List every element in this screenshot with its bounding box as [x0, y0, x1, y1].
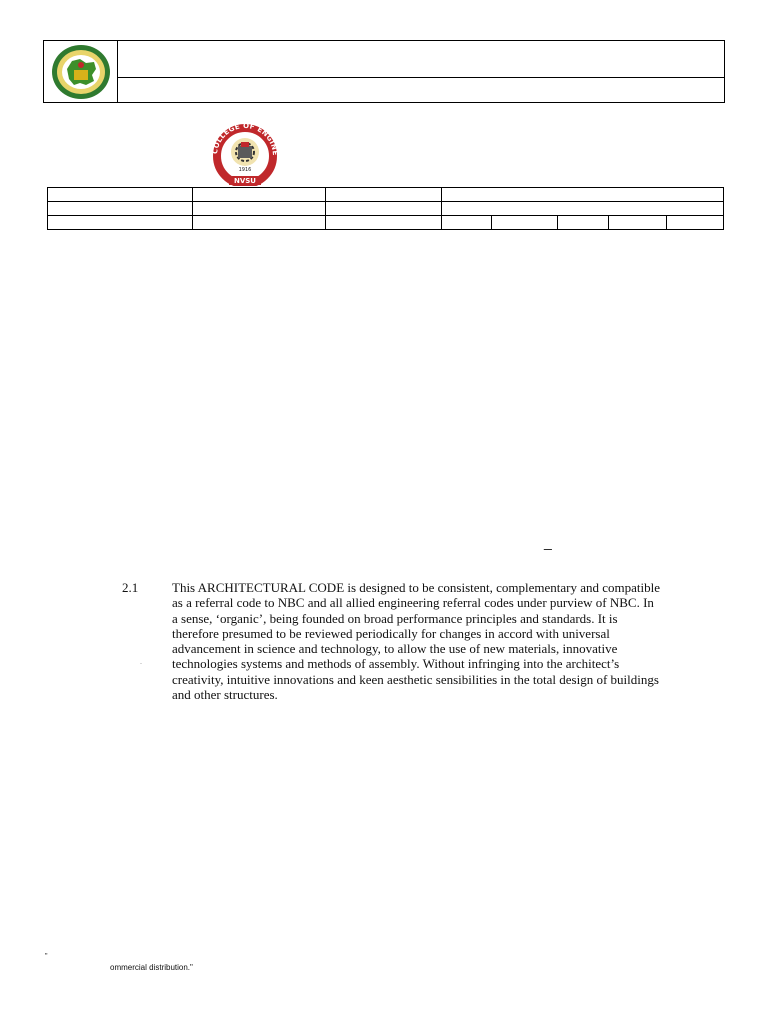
scan-mark: - — [140, 661, 142, 667]
info-table-cell — [442, 216, 492, 230]
info-table-cell — [609, 216, 667, 230]
info-table-cell — [48, 188, 193, 202]
college-logo-year: 1916 — [238, 167, 252, 173]
footer-text: ommercial distribution." — [110, 963, 193, 972]
clause-line: a sense, ‘organic’, being founded on broad performance principles and standards. It is — [172, 610, 618, 626]
info-table-cell — [193, 202, 326, 216]
info-table-cell — [326, 202, 442, 216]
info-table-row — [48, 188, 724, 202]
clause-line: therefore presumed to be reviewed periodically for changes in accord with universal — [172, 625, 610, 641]
college-logo-abbr: NVSU — [233, 177, 257, 185]
document-header — [43, 40, 725, 103]
header-title-row — [118, 41, 724, 78]
college-logo-ring-text: COLLEGE OF ENGINE — [210, 122, 280, 156]
info-table-row — [48, 202, 724, 216]
clause-line: This ARCHITECTURAL CODE is designed to be consistent, complementary and compatible — [172, 580, 661, 595]
info-table-cell — [193, 216, 326, 230]
info-table-row — [48, 216, 724, 230]
info-table — [47, 187, 724, 230]
clause-paragraph — [172, 580, 690, 702]
clause-line: as a referral code to NBC and all allied engineering referral codes under purview of NBC. In — [172, 595, 654, 611]
info-table-cell — [558, 216, 609, 230]
info-table-cell — [442, 202, 724, 216]
header-logo-cell — [44, 41, 118, 102]
info-table-cell — [442, 188, 724, 202]
info-table-cell — [48, 202, 193, 216]
info-table-cell — [48, 216, 193, 230]
college-logo — [205, 122, 285, 186]
clause-line: advancement in science and technology, to allow the use of new materials, innovative — [172, 641, 618, 657]
clause-line: technologies systems and methods of assembly. Without infringing into the architect’s — [172, 656, 620, 672]
college-of-engineering-logo-icon — [205, 122, 285, 186]
info-table-cell — [667, 216, 724, 230]
info-table-cell — [326, 188, 442, 202]
info-table-cell — [193, 188, 326, 202]
clause-line: creativity, intuitive innovations and keen aesthetic sensibilities in the total design of buildings — [172, 671, 659, 687]
header-subtitle-row — [118, 78, 724, 102]
clause-line: and other structures. — [172, 687, 278, 703]
footer-quote-mark: " — [45, 953, 48, 960]
info-table-cell — [326, 216, 442, 230]
info-table-cell — [492, 216, 558, 230]
university-seal-icon — [50, 43, 112, 101]
stray-dash: _ — [544, 534, 552, 550]
clause-number: 2.1 — [122, 580, 139, 595]
